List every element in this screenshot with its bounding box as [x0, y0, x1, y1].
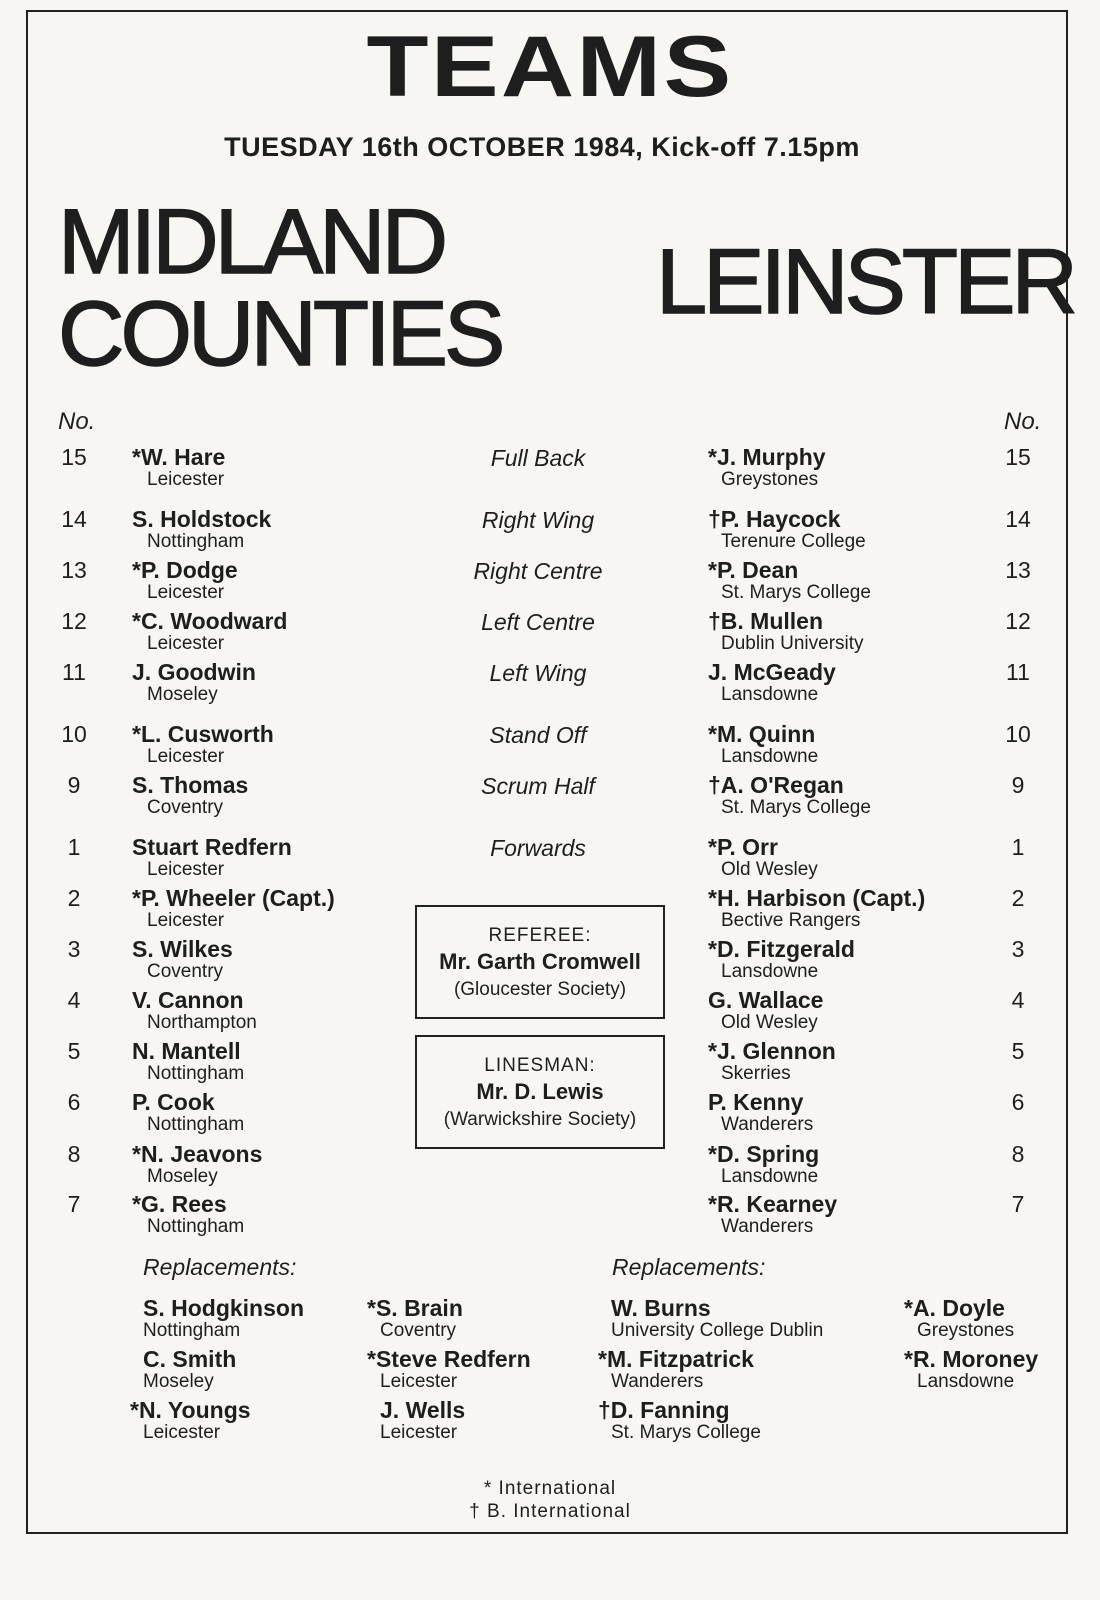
away-player-name: P. Kenny	[708, 1089, 804, 1115]
away-player-club: Bective Rangers	[721, 910, 861, 931]
referee-name: Mr. Garth Cromwell	[439, 949, 641, 974]
home-player-club: Leicester	[147, 633, 225, 654]
home-player-name: *P. Wheeler (Capt.)	[132, 885, 335, 911]
position-label: Full Back	[490, 445, 586, 471]
left-replacement-club: Leicester	[380, 1371, 458, 1392]
position-label: Left Wing	[489, 660, 587, 686]
lineup-row	[0, 444, 1100, 494]
home-player-number: 8	[67, 1141, 81, 1167]
home-player-number: 13	[61, 557, 87, 583]
home-player-club: Nottingham	[147, 1114, 245, 1135]
away-player-club: Terenure College	[721, 531, 866, 552]
away-team-name: LEINSTER	[656, 231, 1074, 333]
away-player-number: 5	[1011, 1038, 1025, 1064]
away-player-club: Old Wesley	[721, 1012, 818, 1033]
away-player-club: Old Wesley	[721, 859, 818, 880]
away-player-club: Lansdowne	[721, 684, 819, 705]
left-replacement-name: C. Smith	[143, 1346, 237, 1372]
left-replacement-name: *S. Brain	[367, 1295, 463, 1321]
away-player-number: 15	[1005, 444, 1031, 470]
home-player-club: Leicester	[147, 910, 225, 931]
home-player-club: Leicester	[147, 582, 225, 603]
away-player-number: 13	[1005, 557, 1031, 583]
away-player-name: J. McGeady	[708, 659, 836, 685]
home-player-club: Nottingham	[147, 531, 245, 552]
home-player-name: *N. Jeavons	[132, 1141, 263, 1167]
home-player-name: *L. Cusworth	[132, 721, 274, 747]
key-international: * International	[483, 1478, 617, 1499]
away-player-name: *R. Kearney	[708, 1191, 838, 1217]
lineup-row	[0, 557, 1100, 607]
away-player-club: St. Marys College	[721, 582, 871, 603]
position-label: Right Wing	[481, 507, 595, 533]
away-player-name: †B. Mullen	[708, 608, 824, 634]
away-player-number: 9	[1011, 772, 1025, 798]
left-replacement-name: S. Hodgkinson	[143, 1295, 304, 1321]
away-player-club: Greystones	[721, 469, 819, 490]
referee-label: REFEREE:	[488, 925, 592, 946]
away-player-name: *P. Orr	[708, 834, 778, 860]
home-player-club: Leicester	[147, 469, 225, 490]
position-label: Forwards	[490, 835, 586, 861]
linesman-name: Mr. D. Lewis	[476, 1079, 604, 1104]
right-replacement-name: *M. Fitzpatrick	[598, 1346, 754, 1372]
right-replacement-name: *A. Doyle	[904, 1295, 1005, 1321]
home-team-name	[58, 191, 502, 385]
lineup-row	[0, 772, 1100, 822]
away-player-club: St. Marys College	[721, 797, 871, 818]
position-label: Left Centre	[481, 609, 595, 635]
home-player-name: *G. Rees	[132, 1191, 227, 1217]
home-player-number: 1	[67, 834, 81, 860]
home-player-number: 4	[67, 987, 81, 1013]
home-player-club: Leicester	[147, 859, 225, 880]
away-player-number: 12	[1005, 608, 1031, 634]
away-player-name: *D. Fitzgerald	[708, 936, 855, 962]
left-replacement-name: J. Wells	[380, 1397, 466, 1423]
referee-society: (Gloucester Society)	[453, 979, 627, 1000]
home-player-name: S. Thomas	[132, 772, 249, 798]
left-replacement-club: Nottingham	[143, 1320, 241, 1341]
home-player-name: *P. Dodge	[132, 557, 238, 583]
home-number-heading: No.	[58, 408, 96, 435]
lineup-row	[0, 1191, 1100, 1241]
right-replacement-club: University College Dublin	[611, 1320, 824, 1341]
home-player-name: Stuart Redfern	[132, 834, 292, 860]
away-player-club: Wanderers	[721, 1114, 814, 1135]
away-player-name: *M. Quinn	[708, 721, 816, 747]
away-player-number: 1	[1011, 834, 1025, 860]
linesman-box	[415, 1035, 665, 1149]
away-player-club: Lansdowne	[721, 961, 819, 982]
away-player-number: 2	[1011, 885, 1025, 911]
home-player-number: 6	[67, 1089, 81, 1115]
home-team-line2: COUNTIES	[58, 283, 502, 385]
left-replacement-club: Leicester	[143, 1422, 221, 1443]
home-player-name: J. Goodwin	[132, 659, 256, 685]
away-player-club: Lansdowne	[721, 1166, 819, 1187]
away-player-number: 10	[1005, 721, 1031, 747]
right-replacement-name: W. Burns	[611, 1295, 711, 1321]
home-player-club: Moseley	[147, 1166, 218, 1187]
home-player-name: N. Mantell	[132, 1038, 241, 1064]
position-label: Right Centre	[473, 558, 603, 584]
home-player-name: V. Cannon	[132, 987, 244, 1013]
away-player-name: *J. Murphy	[708, 444, 826, 470]
lineup-row	[0, 834, 1100, 884]
position-label: Stand Off	[489, 722, 587, 748]
right-replacement-name: †D. Fanning	[598, 1397, 730, 1423]
home-player-number: 2	[67, 885, 81, 911]
away-player-name: *D. Spring	[708, 1141, 820, 1167]
lineup-row	[0, 721, 1100, 771]
home-player-name: *C. Woodward	[132, 608, 288, 634]
position-label: Scrum Half	[481, 773, 595, 799]
away-player-name: †A. O'Regan	[708, 772, 844, 798]
lineup-row	[0, 506, 1100, 556]
home-team-line1: MIDLAND	[58, 191, 445, 293]
away-number-heading: No.	[1004, 408, 1042, 435]
left-replacement-name: *Steve Redfern	[367, 1346, 531, 1372]
right-replacement-name: *R. Moroney	[904, 1346, 1039, 1372]
away-player-number: 6	[1011, 1089, 1025, 1115]
away-player-number: 14	[1005, 506, 1031, 532]
home-player-number: 11	[62, 659, 86, 685]
key-b-international: † B. International	[469, 1501, 631, 1522]
away-player-number: 4	[1011, 987, 1025, 1013]
away-player-number: 8	[1011, 1141, 1025, 1167]
right-replacement-club: Wanderers	[611, 1371, 704, 1392]
right-replacement-club: Lansdowne	[917, 1371, 1015, 1392]
linesman-label: LINESMAN:	[484, 1055, 596, 1076]
away-player-name: *P. Dean	[708, 557, 799, 583]
home-player-name: *W. Hare	[132, 444, 226, 470]
home-player-number: 7	[67, 1191, 81, 1217]
home-replacements-heading: Replacements:	[143, 1254, 297, 1280]
home-player-club: Moseley	[147, 684, 218, 705]
home-player-name: P. Cook	[132, 1089, 215, 1115]
left-replacement-club: Leicester	[380, 1422, 458, 1443]
left-replacement-club: Coventry	[380, 1320, 457, 1341]
away-player-club: Lansdowne	[721, 746, 819, 767]
home-player-club: Nottingham	[147, 1063, 245, 1084]
referee-box	[415, 905, 665, 1019]
home-player-name: S. Holdstock	[132, 506, 272, 532]
away-player-club: Dublin University	[721, 633, 864, 654]
lineup-row	[0, 659, 1100, 709]
away-player-number: 11	[1006, 659, 1030, 685]
home-player-number: 10	[61, 721, 87, 747]
away-player-club: Wanderers	[721, 1216, 814, 1237]
away-replacements-heading: Replacements:	[612, 1254, 766, 1280]
away-player-number: 3	[1011, 936, 1025, 962]
home-player-club: Northampton	[147, 1012, 257, 1033]
right-replacement-club: St. Marys College	[611, 1422, 761, 1443]
home-player-number: 14	[61, 506, 87, 532]
home-player-club: Coventry	[147, 797, 224, 818]
left-replacement-name: *N. Youngs	[130, 1397, 251, 1423]
away-player-name: *J. Glennon	[708, 1038, 836, 1064]
away-player-club: Skerries	[721, 1063, 791, 1084]
home-player-name: S. Wilkes	[132, 936, 233, 962]
home-player-number: 5	[67, 1038, 81, 1064]
away-player-name: G. Wallace	[708, 987, 824, 1013]
home-player-club: Nottingham	[147, 1216, 245, 1237]
away-player-name: *H. Harbison (Capt.)	[708, 885, 926, 911]
home-player-number: 12	[61, 608, 87, 634]
lineup-row	[0, 608, 1100, 658]
home-player-number: 3	[67, 936, 81, 962]
home-player-club: Leicester	[147, 746, 225, 767]
home-player-number: 9	[67, 772, 81, 798]
home-player-number: 15	[61, 444, 87, 470]
linesman-society: (Warwickshire Society)	[443, 1109, 637, 1130]
away-player-number: 7	[1011, 1191, 1025, 1217]
right-replacement-club: Greystones	[917, 1320, 1015, 1341]
left-replacement-club: Moseley	[143, 1371, 214, 1392]
home-player-club: Coventry	[147, 961, 224, 982]
page-title: TEAMS	[366, 19, 734, 115]
away-player-name: †P. Haycock	[708, 506, 841, 532]
match-date: TUESDAY 16th OCTOBER 1984, Kick-off 7.15pm	[224, 132, 860, 162]
